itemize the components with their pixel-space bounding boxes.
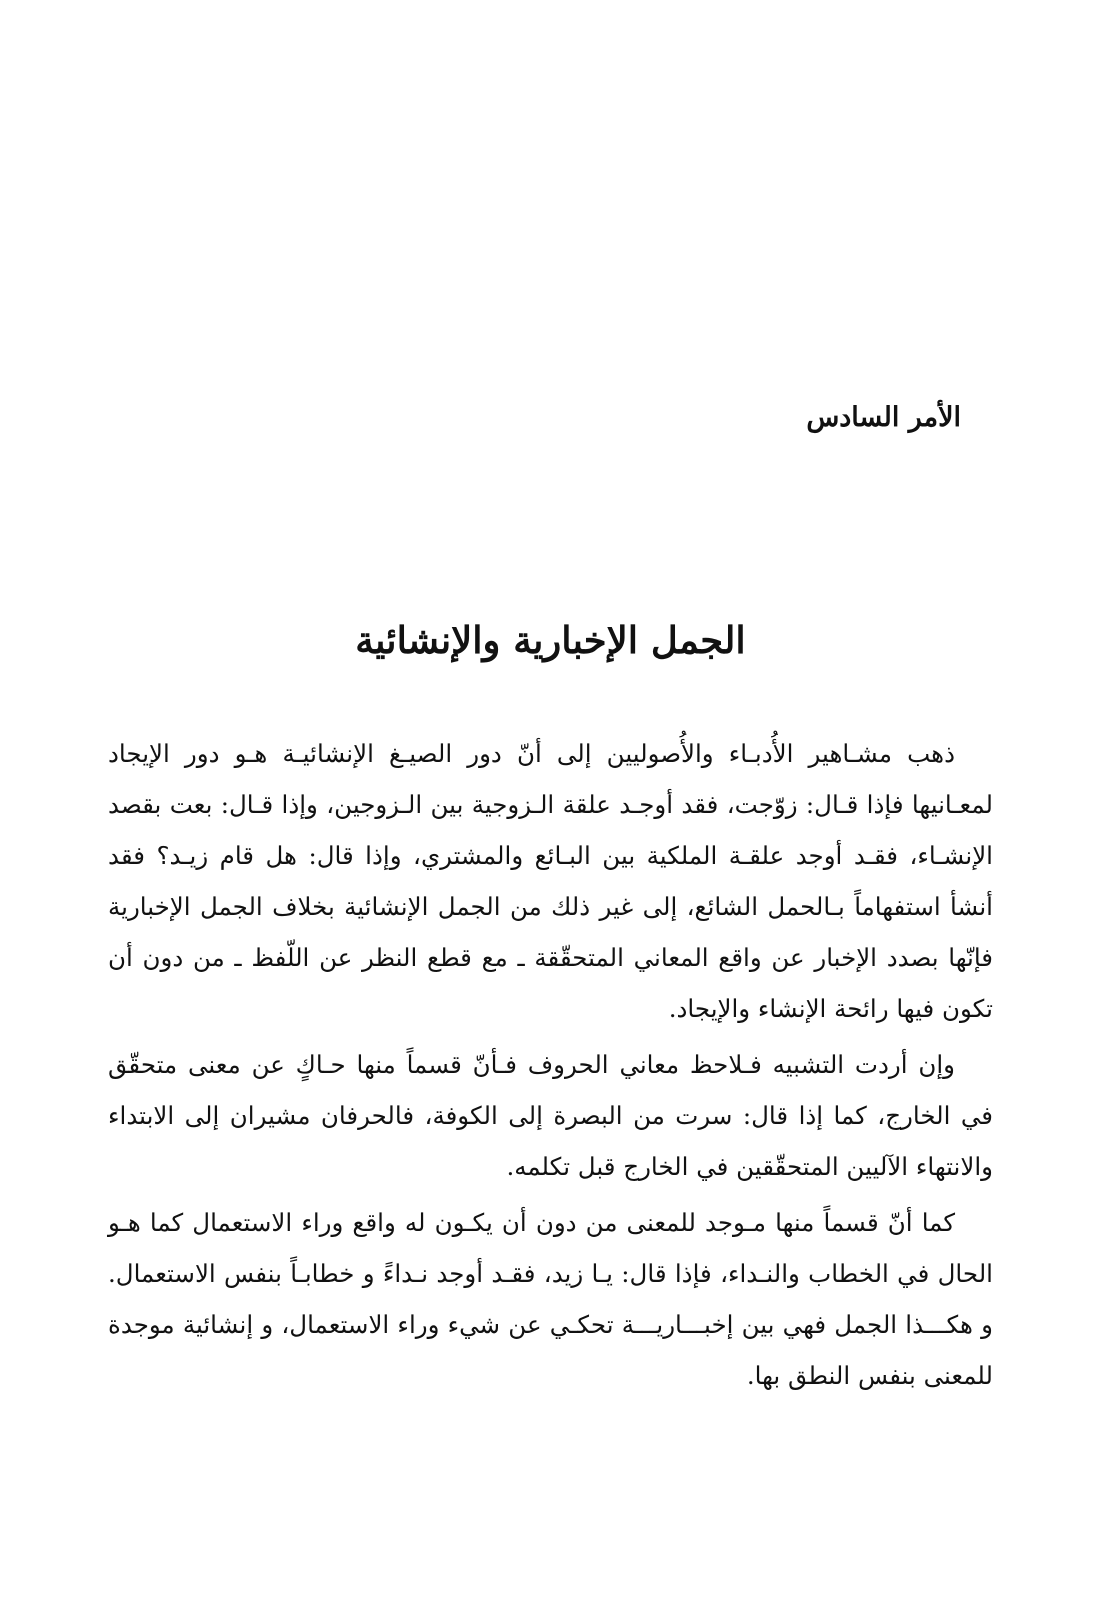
section-label: الأمر السادس — [806, 402, 961, 433]
paragraph-1: ذهب مشـاهير الأُدبـاء والأُصوليين إلى أنّ دور الصيـغ الإنشائيـة هـو دور الإيجاد لمعـانيها فإذا قـال: زوّجت، فقد أوجـد علقة الـزوجية بين الـزوجين، وإذا قـال: بعت بقصد الإنشـاء، فقـد أوجد علقـة الملكية بين البـائع والمشتري، وإذا قال: هل قام زيـد؟ فقد أنشأ استفهاماً بـالحمل الشائع، إلى غير ذلك من الجمل الإنشائية بخلاف الجمل الإخبارية فإنّها بصدد الإخبار عن واقع المعاني المتحقّقة ـ مع قطع النظر عن اللّفظ ـ من دون أن تكون فيها رائحة الإنشاء والإيجاد. — [108, 739, 993, 1023]
paragraph-2: وإن أردت التشبيه فـلاحظ معاني الحروف فـأنّ قسماً منها حـاكٍ عن معنى متحقّق في الخارج، كما إذا قال: سرت من البصرة إلى الكوفة، فالحرفان مشيران إلى الابتداء والانتهاء الآليين المتحقّقين في الخارج قبل تكلمه. — [108, 1050, 993, 1181]
chapter-title: الجمل الإخبارية والإنشائية — [355, 618, 746, 662]
paragraph-3: كما أنّ قسماً منها مـوجد للمعنى من دون أن يكـون له واقع وراء الاستعمال كما هـو الحال في الخطاب والنـداء، فإذا قال: يـا زيد، فقـد أوجد نـداءً و خطابـاً بنفس الاستعمال. و هكـــذا الجمل فهي بين إخبـــاريـــة تحكـي عن شيء وراء الاستعمال، و إنشائية موجدة للمعنى بنفس النطق بها. — [108, 1208, 993, 1390]
body-text — [108, 728, 993, 1406]
